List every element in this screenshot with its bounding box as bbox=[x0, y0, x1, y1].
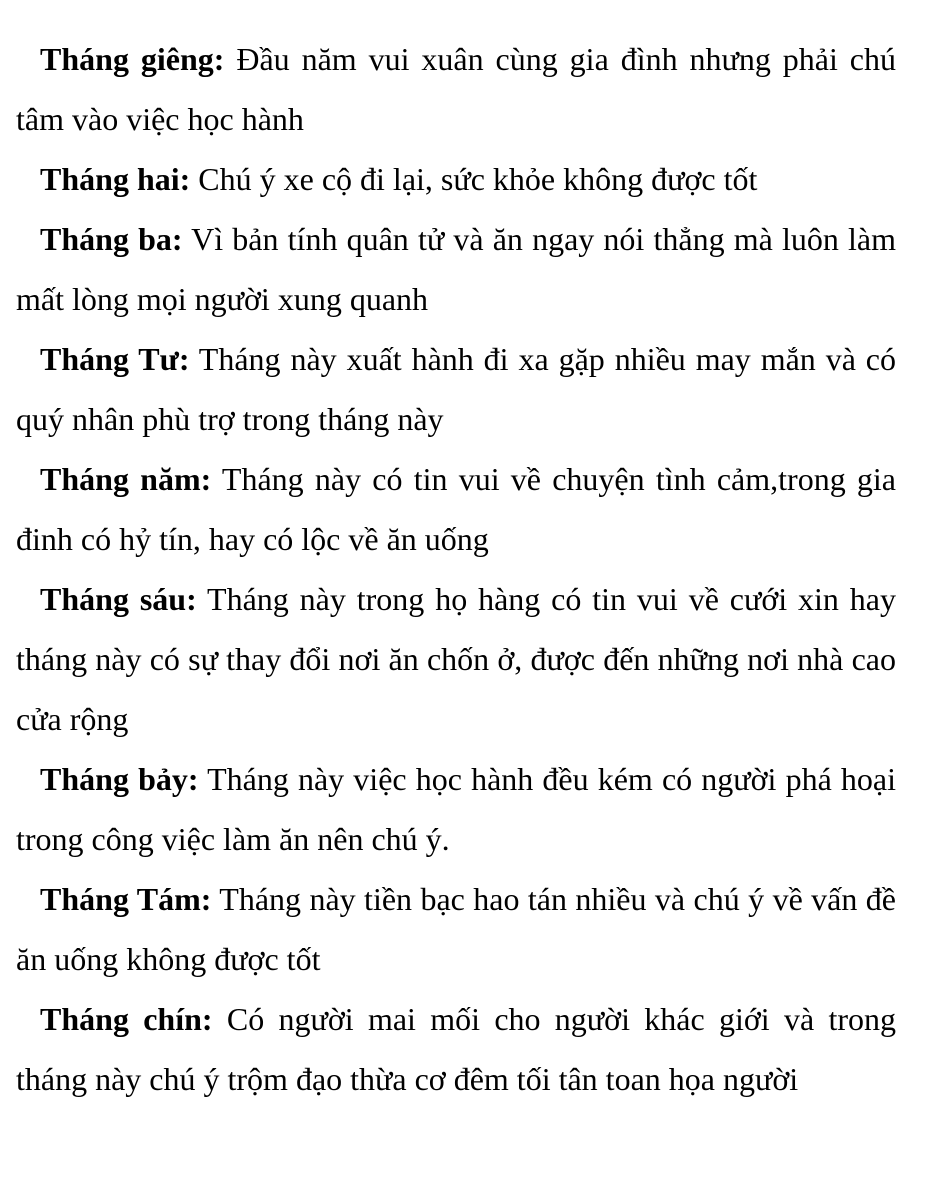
month-text: Tháng này có tin vui về chuyện tình cảm,trong gia đinh có hỷ tín, hay có lộc về ăn uống bbox=[16, 461, 897, 557]
month-heading: Tháng hai: bbox=[40, 161, 191, 197]
paragraph-thang-nam bbox=[16, 449, 896, 569]
month-text: Tháng này trong họ hàng có tin vui về cưới xin hay tháng này có sự thay đổi nơi ăn chốn ở, được đến những nơi nhà cao cửa rộng bbox=[16, 581, 897, 737]
month-text: Đầu năm vui xuân cùng gia đình nhưng phải chú tâm vào việc học hành bbox=[16, 41, 897, 137]
month-text: Tháng này xuất hành đi xa gặp nhiều may mắn và có quý nhân phù trợ trong tháng này bbox=[16, 341, 896, 437]
paragraph-thang-ba bbox=[16, 209, 896, 329]
paragraph-thang-bay bbox=[16, 749, 896, 869]
month-heading: Tháng ba: bbox=[40, 221, 183, 257]
paragraph-thang-tam bbox=[16, 869, 896, 989]
month-heading: Tháng Tám: bbox=[40, 881, 212, 917]
month-heading: Tháng bảy: bbox=[40, 761, 199, 797]
paragraph-thang-tu bbox=[16, 329, 896, 449]
month-heading: Tháng giêng: bbox=[40, 41, 225, 77]
paragraph-thang-hai bbox=[16, 149, 896, 209]
month-text: Tháng này việc học hành đều kém có người phá hoại trong công việc làm ăn nên chú ý. bbox=[16, 761, 897, 857]
paragraph-thang-sau bbox=[16, 569, 896, 749]
month-heading: Tháng sáu: bbox=[40, 581, 197, 617]
month-heading: Tháng Tư: bbox=[40, 341, 190, 377]
month-text: Tháng này tiền bạc hao tán nhiều và chú ý về vấn đề ăn uống không được tốt bbox=[16, 881, 897, 977]
paragraph-thang-chin bbox=[16, 989, 896, 1109]
month-text: Chú ý xe cộ đi lại, sức khỏe không được tốt bbox=[190, 161, 758, 197]
month-heading: Tháng năm: bbox=[40, 461, 212, 497]
month-text: Có người mai mối cho người khác giới và trong tháng này chú ý trộm đạo thừa cơ đêm tối tân toan họa người bbox=[16, 1001, 897, 1097]
month-heading: Tháng chín: bbox=[40, 1001, 213, 1037]
month-text: Vì bản tính quân tử và ăn ngay nói thẳng mà luôn làm mất lòng mọi người xung quanh bbox=[16, 221, 897, 317]
paragraph-thang-gieng bbox=[16, 29, 896, 149]
